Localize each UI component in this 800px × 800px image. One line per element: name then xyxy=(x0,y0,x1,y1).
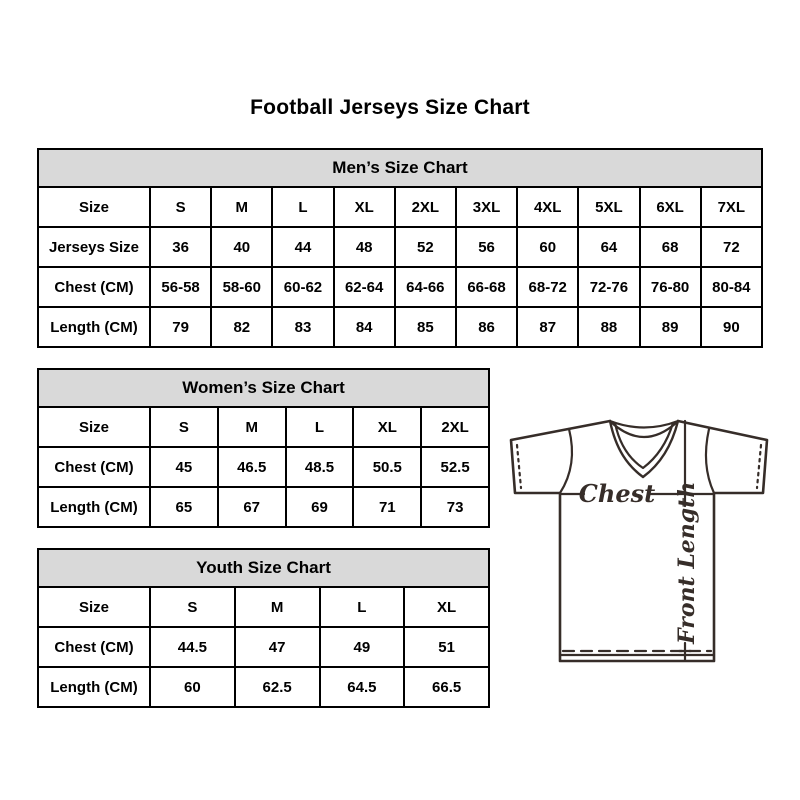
size-header-cell: L xyxy=(272,187,333,227)
data-cell: 68 xyxy=(640,227,701,267)
data-cell: 66-68 xyxy=(456,267,517,307)
left-armhole-seam xyxy=(560,429,572,493)
data-cell: 88 xyxy=(578,307,639,347)
data-cell: 58-60 xyxy=(211,267,272,307)
data-cell: 60 xyxy=(517,227,578,267)
size-header-cell: 7XL xyxy=(701,187,762,227)
jersey-measurement-diagram xyxy=(505,403,775,683)
size-header-cell: L xyxy=(320,587,405,627)
table-row xyxy=(38,227,762,267)
size-header-cell: M xyxy=(211,187,272,227)
row-label-cell: Length (CM) xyxy=(38,667,150,707)
data-cell: 79 xyxy=(150,307,211,347)
data-cell: 72 xyxy=(701,227,762,267)
collar-back-arc xyxy=(610,421,678,428)
row-label-cell: Length (CM) xyxy=(38,487,150,527)
row-label-cell: Length (CM) xyxy=(38,307,150,347)
data-cell: 51 xyxy=(404,627,489,667)
size-header-cell: S xyxy=(150,407,218,447)
vneck-inner-line xyxy=(615,423,673,468)
mens-size-table xyxy=(37,148,763,348)
data-cell: 44 xyxy=(272,227,333,267)
page-title: Football Jerseys Size Chart xyxy=(250,96,530,119)
table-row xyxy=(38,307,762,347)
size-header-cell: 2XL xyxy=(421,407,489,447)
data-cell: 76-80 xyxy=(640,267,701,307)
youth-size-chart xyxy=(37,548,490,708)
table-row xyxy=(38,587,489,627)
data-cell: 73 xyxy=(421,487,489,527)
data-cell: 47 xyxy=(235,627,320,667)
womens-size-chart xyxy=(37,368,490,528)
table-title: Youth Size Chart xyxy=(38,549,489,587)
table-row xyxy=(38,447,489,487)
row-label-cell: Chest (CM) xyxy=(38,627,150,667)
table-title-row xyxy=(38,549,489,587)
data-cell: 56 xyxy=(456,227,517,267)
jersey-labels-group xyxy=(579,479,700,645)
data-cell: 82 xyxy=(211,307,272,347)
data-cell: 80-84 xyxy=(701,267,762,307)
jersey-outline-group xyxy=(511,421,767,661)
table-row xyxy=(38,187,762,227)
data-cell: 40 xyxy=(211,227,272,267)
row-label-cell: Chest (CM) xyxy=(38,447,150,487)
data-cell: 52 xyxy=(395,227,456,267)
data-cell: 48.5 xyxy=(286,447,354,487)
data-cell: 69 xyxy=(286,487,354,527)
data-cell: 62-64 xyxy=(334,267,395,307)
data-cell: 83 xyxy=(272,307,333,347)
data-cell: 90 xyxy=(701,307,762,347)
data-cell: 49 xyxy=(320,627,405,667)
table-row xyxy=(38,667,489,707)
table-title: Women’s Size Chart xyxy=(38,369,489,407)
data-cell: 64.5 xyxy=(320,667,405,707)
size-corner-cell: Size xyxy=(38,187,150,227)
chest-label: Chest xyxy=(578,479,656,508)
size-corner-cell: Size xyxy=(38,587,150,627)
data-cell: 68-72 xyxy=(517,267,578,307)
data-cell: 67 xyxy=(218,487,286,527)
data-cell: 72-76 xyxy=(578,267,639,307)
row-label-cell: Jerseys Size xyxy=(38,227,150,267)
table-row xyxy=(38,627,489,667)
data-cell: 50.5 xyxy=(353,447,421,487)
data-cell: 44.5 xyxy=(150,627,235,667)
data-cell: 66.5 xyxy=(404,667,489,707)
data-cell: 89 xyxy=(640,307,701,347)
table-row xyxy=(38,407,489,447)
size-header-cell: 4XL xyxy=(517,187,578,227)
right-armhole-seam xyxy=(706,429,714,493)
size-header-cell: S xyxy=(150,587,235,627)
size-header-cell: XL xyxy=(353,407,421,447)
data-cell: 60 xyxy=(150,667,235,707)
data-cell: 87 xyxy=(517,307,578,347)
data-cell: 60-62 xyxy=(272,267,333,307)
youth-size-table xyxy=(37,548,490,708)
size-corner-cell: Size xyxy=(38,407,150,447)
table-title: Men’s Size Chart xyxy=(38,149,762,187)
size-header-cell: 5XL xyxy=(578,187,639,227)
jersey-body-outline xyxy=(511,421,767,661)
size-header-cell: 2XL xyxy=(395,187,456,227)
data-cell: 62.5 xyxy=(235,667,320,707)
data-cell: 46.5 xyxy=(218,447,286,487)
table-row xyxy=(38,267,762,307)
size-header-cell: 6XL xyxy=(640,187,701,227)
row-label-cell: Chest (CM) xyxy=(38,267,150,307)
size-header-cell: 3XL xyxy=(456,187,517,227)
table-title-row xyxy=(38,369,489,407)
womens-size-table xyxy=(37,368,490,528)
size-header-cell: XL xyxy=(334,187,395,227)
size-header-cell: M xyxy=(235,587,320,627)
data-cell: 84 xyxy=(334,307,395,347)
data-cell: 56-58 xyxy=(150,267,211,307)
data-cell: 86 xyxy=(456,307,517,347)
left-cuff-dotted-line xyxy=(517,445,521,488)
data-cell: 65 xyxy=(150,487,218,527)
size-header-cell: M xyxy=(218,407,286,447)
data-cell: 64-66 xyxy=(395,267,456,307)
data-cell: 64 xyxy=(578,227,639,267)
size-header-cell: S xyxy=(150,187,211,227)
table-title-row xyxy=(38,149,762,187)
data-cell: 52.5 xyxy=(421,447,489,487)
data-cell: 45 xyxy=(150,447,218,487)
data-cell: 36 xyxy=(150,227,211,267)
front-length-label: Front Length xyxy=(674,481,700,644)
right-cuff-dotted-line xyxy=(757,445,761,488)
data-cell: 71 xyxy=(353,487,421,527)
data-cell: 85 xyxy=(395,307,456,347)
mens-size-chart xyxy=(37,148,763,348)
data-cell: 48 xyxy=(334,227,395,267)
table-row xyxy=(38,487,489,527)
size-header-cell: L xyxy=(286,407,354,447)
size-header-cell: XL xyxy=(404,587,489,627)
